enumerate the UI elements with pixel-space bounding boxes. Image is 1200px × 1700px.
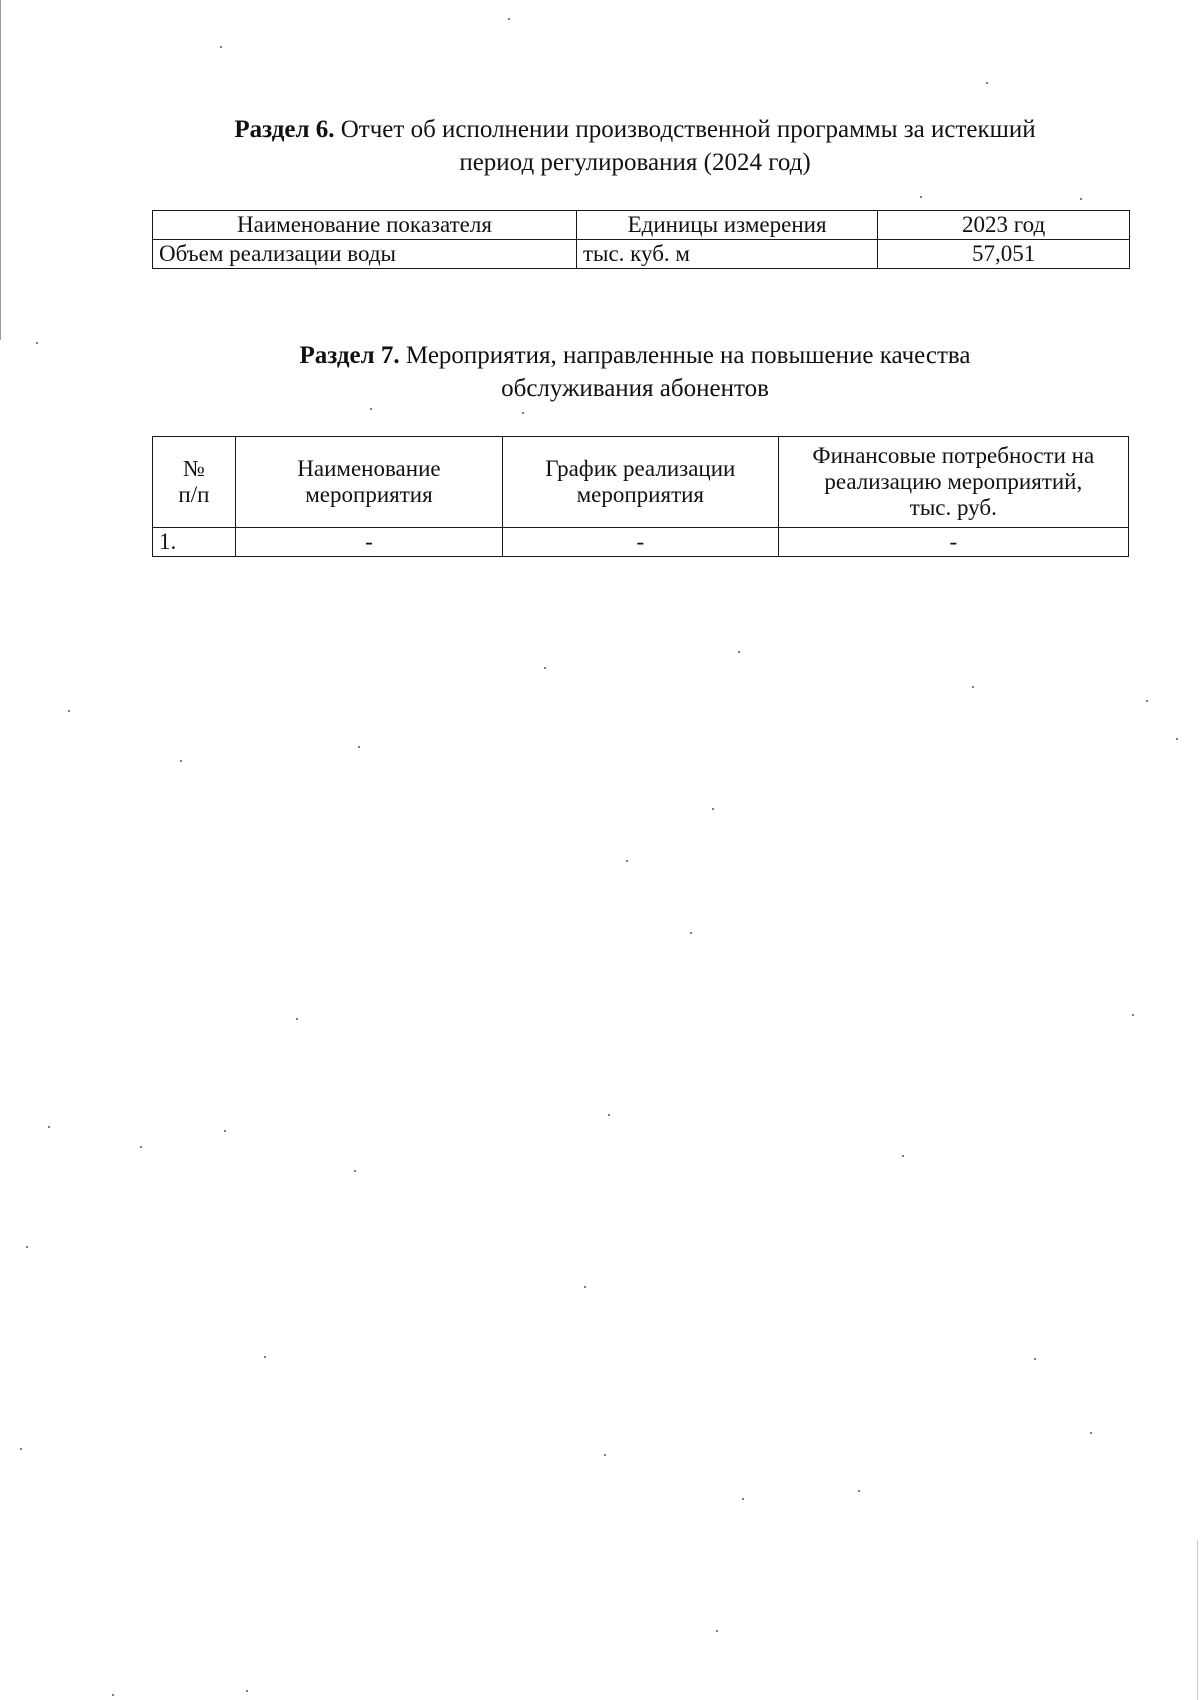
- scan-speck: [180, 760, 182, 762]
- header-financial-needs-line1: Финансовые потребности на: [812, 443, 1095, 468]
- scan-speck: [1080, 198, 1082, 200]
- scan-speck: [264, 1356, 266, 1358]
- header-number: [153, 437, 236, 528]
- scan-speck: [1090, 1432, 1092, 1434]
- scan-speck: [20, 1448, 22, 1450]
- scan-speck: [358, 746, 360, 748]
- scan-speck: [690, 932, 692, 934]
- scan-speck: [1176, 738, 1178, 740]
- header-measure-name-line1: Наименование: [297, 456, 441, 481]
- scan-speck: [48, 1126, 50, 1128]
- header-number-line1: №: [182, 456, 205, 481]
- scan-speck: [738, 651, 740, 653]
- header-schedule: [503, 437, 779, 528]
- scan-speck: [140, 1146, 142, 1148]
- section-7-title-line2: обслуживания абонентов: [501, 375, 769, 402]
- cell-financial-needs: -: [778, 528, 1128, 557]
- cell-indicator-name: Объем реализации воды: [153, 240, 577, 269]
- scan-speck: [26, 1246, 28, 1248]
- scan-speck: [920, 196, 922, 198]
- scan-speck: [716, 1630, 718, 1632]
- header-measure-name-line2: мероприятия: [305, 482, 433, 507]
- cell-number: 1.: [153, 528, 236, 557]
- header-number-line2: п/п: [178, 482, 210, 507]
- header-indicator-name: Наименование показателя: [153, 211, 577, 240]
- scan-page-edge-right: [1197, 1540, 1198, 1700]
- scan-page-edge-left: [0, 0, 1, 340]
- scan-speck: [224, 1130, 226, 1132]
- header-unit: Единицы измерения: [576, 211, 877, 240]
- scan-speck: [1146, 700, 1148, 702]
- cell-schedule: -: [503, 528, 779, 557]
- scan-speck: [36, 342, 38, 344]
- scan-speck: [220, 46, 222, 48]
- scan-speck: [608, 1114, 610, 1116]
- table-row: [153, 240, 1130, 269]
- section-6-label: Раздел 6.: [234, 116, 335, 143]
- header-schedule-line2: мероприятия: [576, 482, 705, 507]
- table-header-row: [153, 437, 1129, 528]
- section-7-label: Раздел 7.: [299, 342, 400, 369]
- section-7-title-line1: Мероприятия, направленные на повышение качества: [405, 342, 971, 369]
- scan-speck: [742, 1498, 744, 1500]
- scan-speck: [972, 686, 974, 688]
- section-6-title-line1: Отчет об исполнении производственной программы за истекший: [340, 116, 1036, 143]
- scan-speck: [112, 1694, 114, 1696]
- scan-speck: [508, 18, 510, 20]
- scan-speck: [370, 408, 372, 410]
- scan-speck: [584, 1286, 586, 1288]
- scan-speck: [1132, 1014, 1134, 1016]
- scan-speck: [902, 1155, 904, 1157]
- scan-speck: [544, 667, 546, 669]
- cell-measure-name: -: [235, 528, 502, 557]
- scan-speck: [68, 710, 70, 712]
- scan-speck: [858, 1490, 860, 1492]
- header-measure-name: [235, 437, 502, 528]
- section-6-table: [152, 210, 1130, 269]
- header-financial-needs-line2: реализацию мероприятий,: [824, 469, 1083, 494]
- section-7-table: [152, 436, 1129, 557]
- scan-speck: [1034, 1358, 1036, 1360]
- scan-speck: [354, 1170, 356, 1172]
- scan-speck: [986, 82, 988, 84]
- header-financial-needs: [778, 437, 1128, 528]
- header-schedule-line1: График реализации: [545, 456, 736, 481]
- scan-speck: [604, 1454, 606, 1456]
- scan-speck: [522, 412, 524, 414]
- scan-speck: [712, 808, 714, 810]
- table-row: [153, 528, 1129, 557]
- section-7-heading: [155, 339, 1115, 405]
- scan-speck: [246, 1690, 248, 1692]
- header-year: 2023 год: [878, 211, 1130, 240]
- scan-speck: [296, 1018, 298, 1020]
- cell-unit: тыс. куб. м: [576, 240, 877, 269]
- section-6-heading: [155, 113, 1115, 179]
- scan-speck: [626, 860, 628, 862]
- section-6-title-line2: период регулирования (2024 год): [459, 149, 811, 176]
- header-financial-needs-line3: тыс. руб.: [909, 495, 997, 520]
- cell-value: 57,051: [878, 240, 1130, 269]
- table-header-row: [153, 211, 1130, 240]
